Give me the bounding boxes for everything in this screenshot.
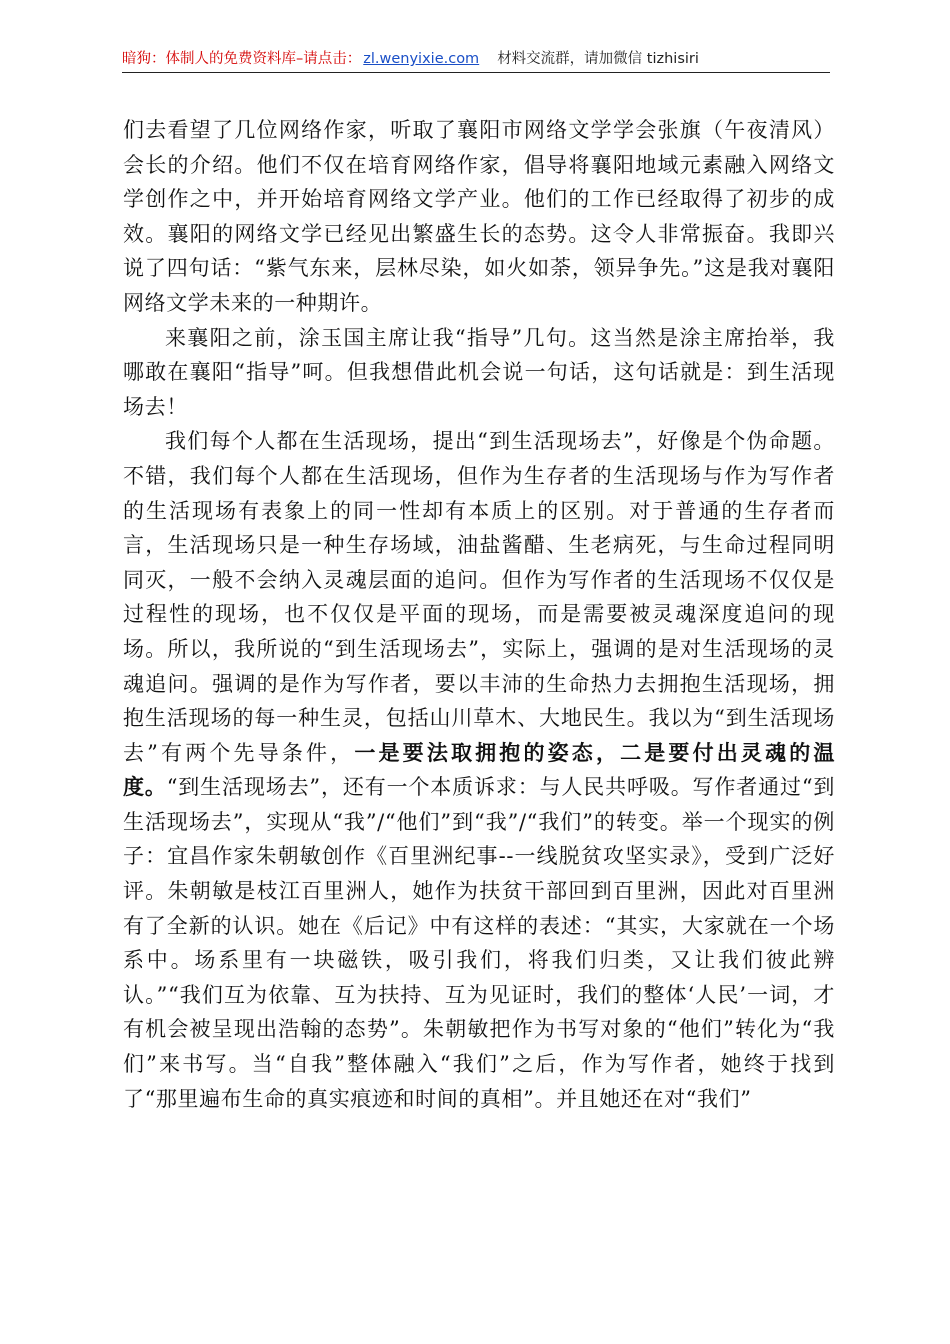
paragraph-1: 们去看望了几位网络作家，听取了襄阳市网络文学学会张旗（午夜清风）会长的介绍。他们不仅在培育网络作家，倡导将襄阳地域元素融入网络文学创作之中，并开始培育网络文学产业。他们的工作已经取得了初步的成效。襄阳的网络文学已经见出繁盛生长的态势。这令人非常振奋。我即兴说了四句话：“紫气东来，层林尽染，如火如荼，领异争先。”这是我对襄阳网络文学未来的一种期许。: [123, 118, 835, 315]
header-prompt: –请点击：: [296, 51, 362, 67]
paragraph-3: [123, 424, 835, 1116]
paragraph-2: 来襄阳之前，涂玉国主席让我“指导”几句。这当然是涂主席抬举，我哪敢在襄阳“指导”呵。但我想借此机会说一句话，这句话就是：到生活现场去！: [123, 325, 835, 419]
page-header: [122, 47, 822, 71]
header-divider: [122, 72, 830, 73]
document-body: [123, 113, 835, 1116]
paragraph-3-text-before: 我们每个人都在生活现场，提出“到生活现场去”，好像是个伪命题。不错，我们每个人都在生活现场，但作为生存者的生活现场与作为写作者的生活现场有表象上的同一性却有本质上的区别。对于普通的生存者而言，生活现场只是一种生存场域，油盐酱醋、生老病死，与生命过程同明同灭，一般不会纳入灵魂层面的追问。但作为写作者的生活现场不仅仅是过程性的现场，也不仅仅是平面的现场，而是需要被灵魂深度追问的现场。所以，我所说的“到生活现场去”，实际上，强调的是对生活现场的灵魂追问。强调的是作为写作者，要以丰沛的生命热力去拥抱生活现场，拥抱生活现场的每一种生灵，包括山川草木、大地民生。我以为“到生活现场去”有两个先导条件，: [123, 429, 835, 765]
paragraph-3-text-after: “到生活现场去”，还有一个本质诉求：与人民共呼吸。写作者通过“到生活现场去”，实现从“我”/“他们”到“我”/“我们”的转变。举一个现实的例子：宜昌作家朱朝敏创作《百里洲纪事--一线脱贫攻坚实录》，受到广泛好评。朱朝敏是枝江百里洲人，她作为扶贫干部回到百里洲，因此对百里洲有了全新的认识。她在《后记》中有这样的表述：“其实，大家就在一个场系中。场系里有一块磁铁，吸引我们，将我们归类，又让我们彼此辨认。”“我们互为依靠、互为扶持、互为见证时，我们的整体‘人民’一词，才有机会被呈现出浩翰的态势”。朱朝敏把作为书写对象的“他们”转化为“我们”来书写。当“自我”整体融入“我们”之后，作为写作者，她终于找到了“那里遍布生命的真实痕迹和时间的真相”。并且她还在对“我们”: [123, 775, 836, 1111]
header-link[interactable]: zl.wenyixie.com: [363, 51, 480, 67]
header-brand: 暗狗：体制人的免费资料库: [122, 51, 296, 67]
header-group-info: 材料交流群，请加微信 tizhisiri: [497, 51, 699, 67]
paragraph-3-emphasis: 一是要法取拥抱的姿态，二是要付出灵魂的温度。: [123, 739, 835, 800]
